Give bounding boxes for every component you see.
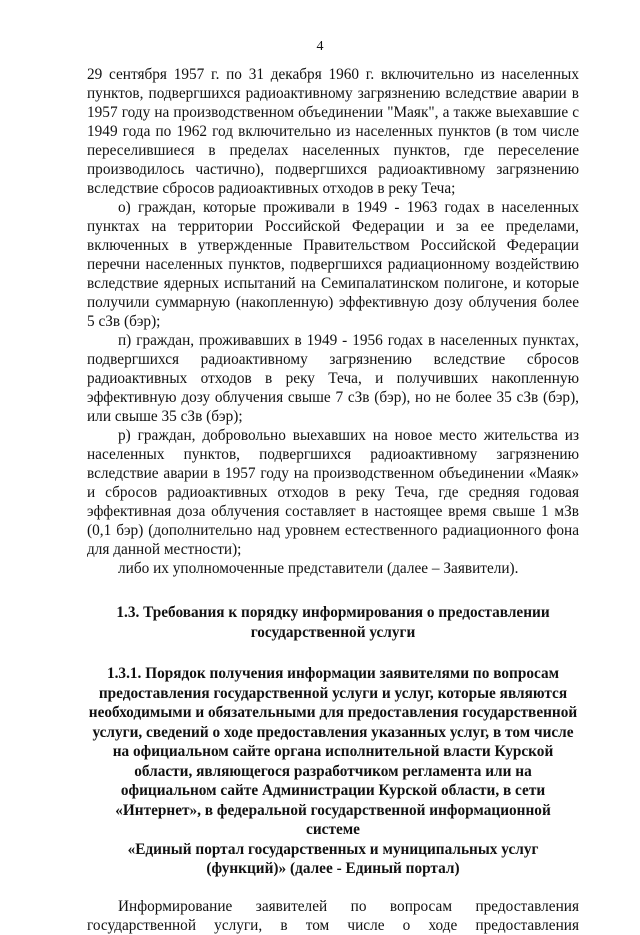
subsection-heading-line: предоставления государственной услуги и услуг, которые являются [98, 684, 568, 702]
subsection-heading-line: 1.3.1. Порядок получения информации заявителями по вопросам [106, 665, 560, 682]
subsection-heading-line: официальном сайте Администрации Курской области, в сети [120, 782, 546, 799]
paragraph-representatives: либо их уполномоченные представители (далее – Заявители). [118, 560, 519, 577]
subsection-heading-line: (функций)» (далее - Единый портал) [206, 860, 460, 877]
subsection-heading-line: на официальном сайте органа исполнительной власти Курской [112, 743, 554, 760]
paragraph-item-p: п) граждан, проживавших в 1949 - 1956 годах в населенных пунктах, подвергшихся радиоактивному загрязнению вследствие сбросов радиоактивных отходов в реку Теча, и получивших накопленную эффективную дозу облучения свыше 7 сЗв (бэр), но не более 35 сЗв (бэр), или свыше 35 сЗв (бэр); [87, 332, 579, 425]
subsection-heading-1-3-1 [87, 664, 579, 879]
paragraph-item-r: р) граждан, добровольно выехавших на новое место жительства из населенных пунктов, подвергшихся радиоактивному загрязнению вследствие аварии в 1957 году на производственном объединении «Маяк» и сбросов радиоактивных отходов в реку Теча, где средняя годовая эффективная доза облучения составляет в настоящее время свыше 1 мЗв (0,1 бэр) (дополнительно над уровнем естественного радиационного фона для данной местности); [87, 427, 579, 558]
subsection-heading-line: области, являющегося разработчиком регламента или на [134, 762, 532, 780]
page-number: 4 [316, 39, 324, 54]
paragraph-item-o: о) граждан, которые проживали в 1949 - 1963 годах в населенных пунктах на территории Российской Федерации и за ее пределами, включенных в утвержденные Правительством Российской Федерации перечни населенных пунктов, подвергшихся радиационному воздействию вследствие ядерных испытаний на Семипалатинском полигоне, и которые получили суммарную (накопленную) эффективную дозу облучения более 5 сЗв (бэр); [87, 199, 579, 330]
section-heading-1-3-line: 1.3. Требования к порядку информирования о предоставлении [116, 604, 550, 621]
section-heading-1-3-line: государственной услуги [250, 623, 416, 641]
subsection-heading-line: услуги, сведений о ходе предоставления указанных услуг, в том числе [92, 723, 574, 741]
paragraph-continuation: 29 сентября 1957 г. по 31 декабря 1960 г. включительно из населенных пунктов, подвергшихся радиоактивному загрязнению вследствие аварии в 1957 году на производственном объединении "Маяк", а также выехавшие с 1949 года по 1962 год включительно из населенных пунктов (в том числе переселившиеся в пределах населенных пунктов, где переселение производилось частично), подвергшихся радиоактивному загрязнению вследствие сбросов радиоактивных отходов в реку Теча; [87, 66, 579, 197]
paragraph-informing: Информирование заявителей по вопросам предоставления государственной услуги, в том числе о ходе предоставления [87, 897, 579, 934]
subsection-heading-line: «Интернет», в федеральной государственной информационной системе [115, 801, 551, 838]
subsection-heading-line: необходимыми и обязательными для предоставления государственной [88, 704, 578, 721]
document-body [87, 65, 579, 935]
subsection-heading-line: «Единый портал государственных и муниципальных услуг [127, 840, 539, 858]
section-heading-1-3 [87, 603, 579, 642]
